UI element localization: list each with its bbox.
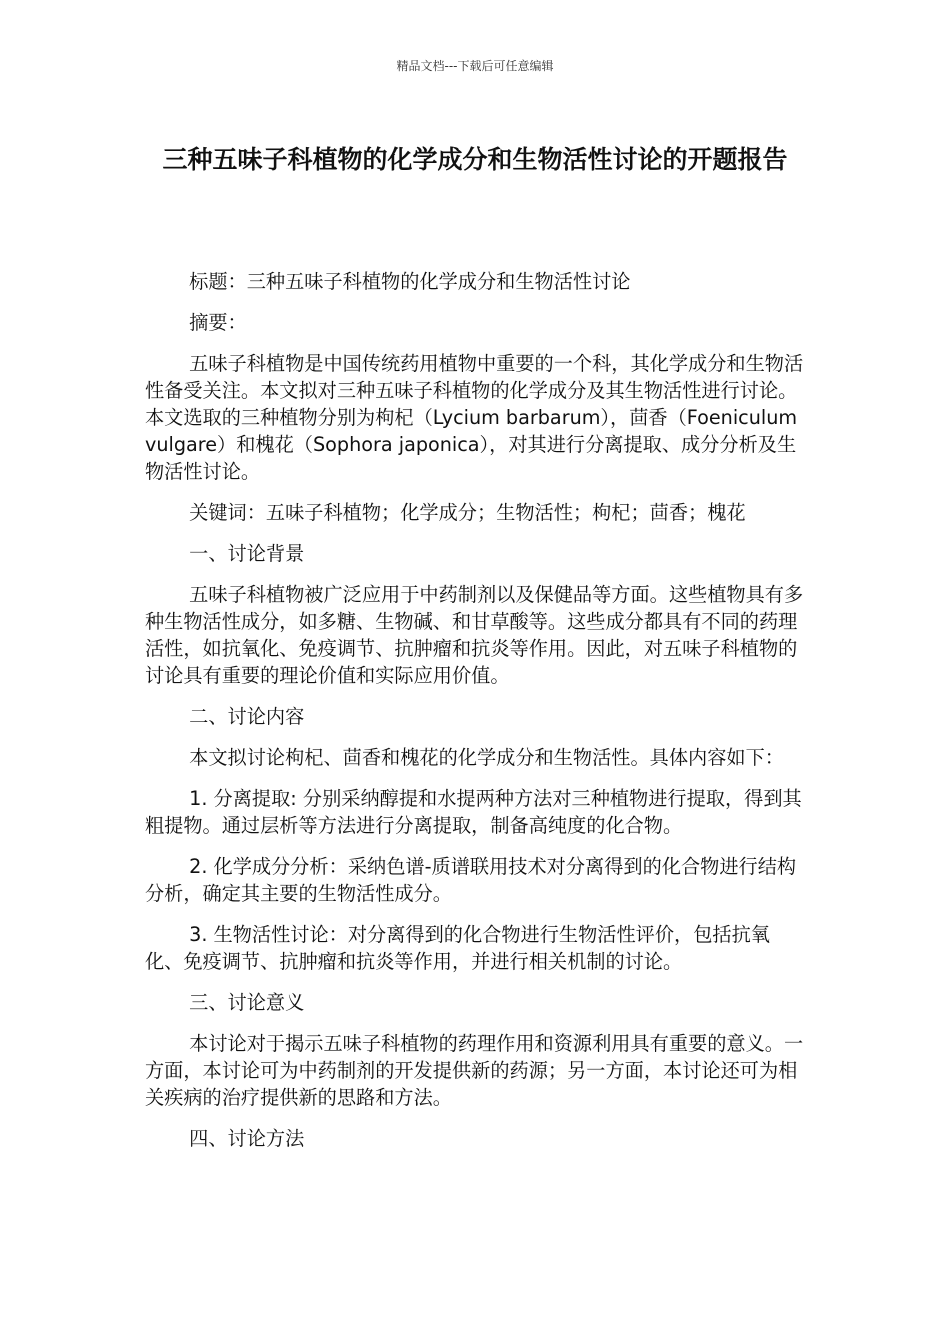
abstract-paragraph: 五味子科植物是中国传统药用植物中重要的一个科，其化学成分和生物活性备受关注。本文拟对三种五味子科植物的化学成分及其生物活性进行讨论。本文选取的三种植物分别为枸杞（Lycium barbarum），茴香（Foeniculum vulgare）和槐花（Sophora japonica），对其进行分离提取、成分分析及生物活性讨论。 [145, 352, 804, 483]
content-item-1: 1. 分离提取: 分别采纳醇提和水提两种方法对三种植物进行提取，得到其粗提物。通过层析等方法进行分离提取，制备高纯度的化合物。 [145, 787, 802, 837]
document-body [145, 268, 805, 1166]
section-heading-content: 二、讨论内容 [189, 705, 305, 728]
header-note: 精品文档---下载后可任意编辑 [396, 59, 554, 73]
content-item-2: 2. 化学成分分析：采纳色谱-质谱联用技术对分离得到的化合物进行结构分析，确定其主要的生物活性成分。 [145, 855, 797, 905]
document-title: 三种五味子科植物的化学成分和生物活性讨论的开题报告 [162, 145, 788, 174]
significance-paragraph: 本讨论对于揭示五味子科植物的药理作用和资源利用具有重要的意义。一方面，本讨论可为中药制剂的开发提供新的药源；另一方面，本讨论还可为相关疾病的治疗提供新的思路和方法。 [145, 1032, 804, 1109]
keywords-line: 关键词：五味子科植物；化学成分；生物活性；枸杞；茴香；槐花 [189, 501, 746, 524]
section-heading-significance: 三、讨论意义 [189, 991, 305, 1014]
section-heading-methods: 四、讨论方法 [189, 1127, 305, 1150]
content-item-3: 3. 生物活性讨论：对分离得到的化合物进行生物活性评价，包括抗氧化、免疫调节、抗肿瘤和抗炎等作用，并进行相关机制的讨论。 [145, 923, 770, 973]
abstract-label: 摘要： [189, 311, 247, 334]
title-line: 标题：三种五味子科植物的化学成分和生物活性讨论 [189, 270, 631, 293]
background-paragraph: 五味子科植物被广泛应用于中药制剂以及保健品等方面。这些植物具有多种生物活性成分，如多糖、生物碱、和甘草酸等。这些成分都具有不同的药理活性，如抗氧化、免疫调节、抗肿瘤和抗炎等作用。因此，对五味子科植物的讨论具有重要的理论价值和实际应用价值。 [145, 583, 804, 687]
content-intro-paragraph: 本文拟讨论枸杞、茴香和槐花的化学成分和生物活性。具体内容如下： [189, 746, 784, 769]
section-heading-background: 一、讨论背景 [189, 542, 305, 565]
